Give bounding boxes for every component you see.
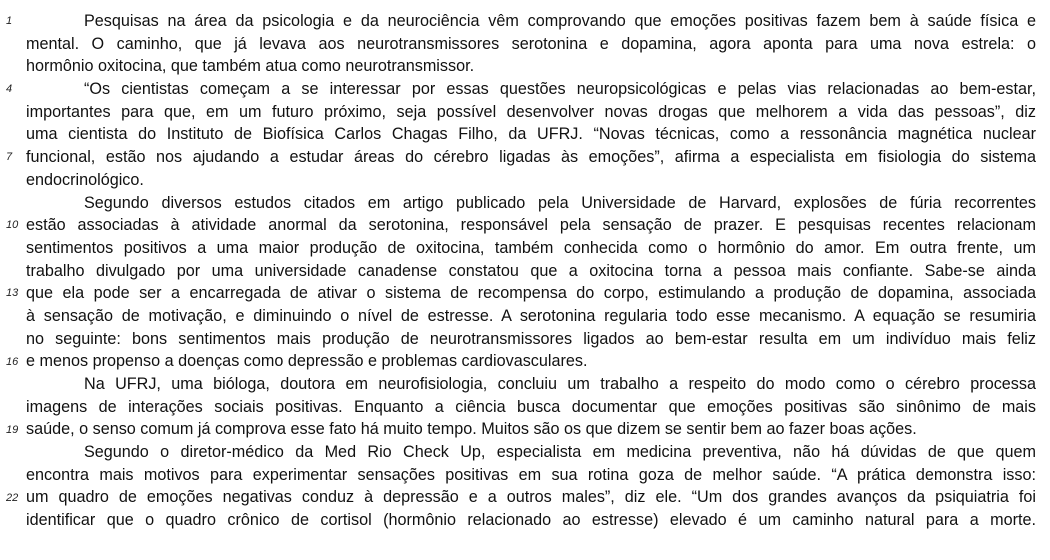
text-line: funcional, estão nos ajudando a estudar áreas do cérebro ligadas às emoções”, afirma a especialista em fisiologia do sistema [26, 148, 1036, 167]
line-number: 19 [6, 423, 19, 436]
line-number: 1 [6, 15, 13, 27]
line-number: 16 [6, 355, 19, 368]
text-line: uma cientista do Instituto de Biofísica Carlos Chagas Filho, da UFRJ. “Novas técnicas, como a ressonância magnética nuclear [26, 125, 1036, 144]
text-line: saúde, o senso comum já comprova esse fato há muito tempo. Muitos são os que dizem se sentir bem ao fazer boas ações. [26, 420, 917, 439]
text-line: Pesquisas na área da psicologia e da neurociência vêm comprovando que emoções positivas fazem bem à saúde física e [84, 12, 1036, 30]
text-line: e menos propenso a doenças como depressão e problemas cardiovasculares. [26, 352, 588, 371]
line-number: 22 [6, 491, 19, 504]
line-number: 7 [6, 151, 13, 164]
text-line: imagens de interações sociais positivas. Enquanto a ciência busca documentar que emoções positivas são sinônimo de mais [26, 397, 1036, 416]
text-line: identificar que o quadro crônico de cortisol (hormônio relacionado ao estresse) elevado é um caminho natural para a morte. [26, 511, 1036, 530]
line-number: 13 [6, 287, 19, 300]
text-line: trabalho divulgado por uma universidade canadense constatou que a oxitocina torna a pessoa mais confiante. Sabe-se ainda [26, 261, 1036, 280]
line-number: 10 [6, 219, 19, 232]
text-line: sentimentos positivos a uma maior produção de oxitocina, também conhecida como o hormônio do amor. Em outra frente, um [26, 238, 1036, 257]
text-line: importantes para que, em um futuro próximo, seja possível desenvolver novas drogas que melhorem a vida das pessoas”, diz [26, 102, 1036, 121]
text-line: hormônio oxitocina, que também atua como neurotransmissor. [26, 57, 475, 76]
text-line: Segundo o diretor-médico da Med Rio Check Up, especialista em medicina preventiva, não há dúvidas de que quem [84, 443, 1036, 462]
text-line: mental. O caminho, que já levava aos neurotransmissores serotonina e dopamina, agora aponta para uma nova estrela: o [26, 34, 1036, 53]
article-text [26, 10, 1036, 532]
line-number: 4 [6, 83, 13, 96]
text-line: endocrinológico. [26, 170, 144, 189]
text-line: que ela pode ser a encarregada de ativar o sistema de recompensa do corpo, estimulando a produção de dopamina, associada [26, 284, 1036, 303]
text-line: encontra mais motivos para experimentar sensações positivas em sua rotina goza de melhor saúde. “A prática demonstra isso: [26, 465, 1036, 484]
text-line: Na UFRJ, uma bióloga, doutora em neurofisiologia, concluiu um trabalho a respeito do modo como o cérebro processa [84, 375, 1036, 393]
text-line: Segundo diversos estudos citados em artigo publicado pela Universidade de Harvard, explosões de fúria recorrentes [84, 193, 1036, 212]
text-line: um quadro de emoções negativas conduz à depressão e a outros males”, diz ele. “Um dos grandes avanços da psiquiatria foi [26, 488, 1036, 507]
text-line: “Os cientistas começam a se interessar por essas questões neuropsicológicas e pelas vias relacionadas ao bem-estar, [84, 80, 1036, 99]
text-line: estão associadas à atividade anormal da serotonina, responsável pela sensação de prazer. E pesquisas recentes relacionam [26, 216, 1036, 235]
text-line: no seguinte: bons sentimentos mais produção de neurotransmissores ligados ao bem-estar resulta em um indivíduo mais feliz [26, 329, 1036, 348]
text-line: à sensação de motivação, e diminuindo o nível de estresse. A serotonina regularia todo esse mecanismo. A equação se resumiria [26, 306, 1036, 325]
